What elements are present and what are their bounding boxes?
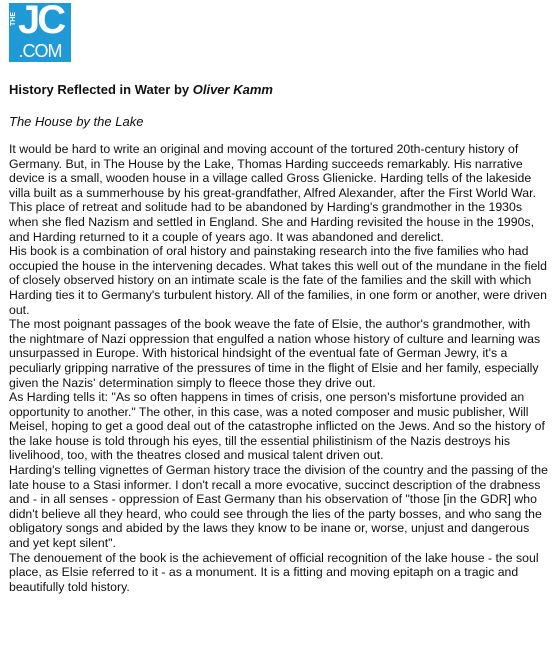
paragraph: His book is a combination of oral history and painstaking research into the five families who had occupied the house in the intervening decades. What takes this well out of the mundane in the field of closely observed history on an intimate scale is the fate of the families and the skill with which Harding ties it to Germany's turbulent history. All of the families, in one form or another, were driven out. (9, 244, 547, 317)
logo-the-text: THE (10, 12, 17, 26)
paragraph: The most poignant passages of the book weave the fate of Elsie, the author's grandmother, with the nightmare of Nazi oppression that engulfed a nation whose history of culture and learning was unsurpassed in Europe. With historical hindsight of the eventual fate of German Jewry, it's a peculiarly gripping narrative of the pressures of time in the flight of Elsie and her family, especially given the Nazis' determination simply to fleece those they drive out. (9, 317, 541, 390)
article-subtitle: The House by the Lake (9, 114, 144, 129)
paragraph: Harding's telling vignettes of German history trace the division of the country and the passing of the late house to a Stasi informer. I don't recall a more evocative, succinct description of the drabness and - in all senses - oppression of East Germany than his observation of "those [in the GDR] who didn't believe all they heard, who could see through the lies of the party bosses, and who sang the obligatory songs and abided by the laws they know to be inane or, worse, unjust and dangerous and yet kept silent". (9, 463, 548, 551)
article-body (9, 142, 549, 594)
author-name: Oliver Kamm (192, 82, 273, 97)
logo-jc-text: JC (18, 0, 64, 42)
logo-com-text: .COM (18, 41, 62, 61)
paragraph: The denouement of the book is the achievement of official recognition of the lake house - the soul place, as Elsie referred to it - as a monument. It is a fitting and moving epitaph on a tragic and beautifully told history. (9, 550, 539, 594)
title-text: History Reflected in Water by (9, 82, 193, 97)
article-title (9, 82, 549, 97)
paragraph: As Harding tells it: "As so often happens in times of crisis, one person's misfortune provided an opportunity to another." The other, in this case, was a noted composer and music publisher, Will Meisel, hoping to get a good deal out of the catastrophe inflicted on the Jews. And so the history of the lake house is told through his eyes, till the essential philistinism of the Nazis destroys his livelihood, too, with the theatres closed and musical talent driven out. (9, 390, 545, 463)
article (9, 82, 549, 594)
jc-logo[interactable] (9, 0, 71, 62)
paragraph: It would be hard to write an original and moving account of the tortured 20th-century history of Germany. But, in The House by the Lake, Thomas Harding succeeds remarkably. His narrative device is a small, wooden house in a village called Gross Glienicke. Harding tells of the lakeside villa built as a summerhouse by his great-grandfather, Alfred Alexander, after the First World War. This place of retreat and solitude had to be abandoned by Harding's grandmother in the 1930s when she fled Nazism and settled in England. She and Harding revisited the house in the 1990s, and Harding returned to it a couple of years ago. It was abandoned and derelict. (9, 142, 536, 244)
